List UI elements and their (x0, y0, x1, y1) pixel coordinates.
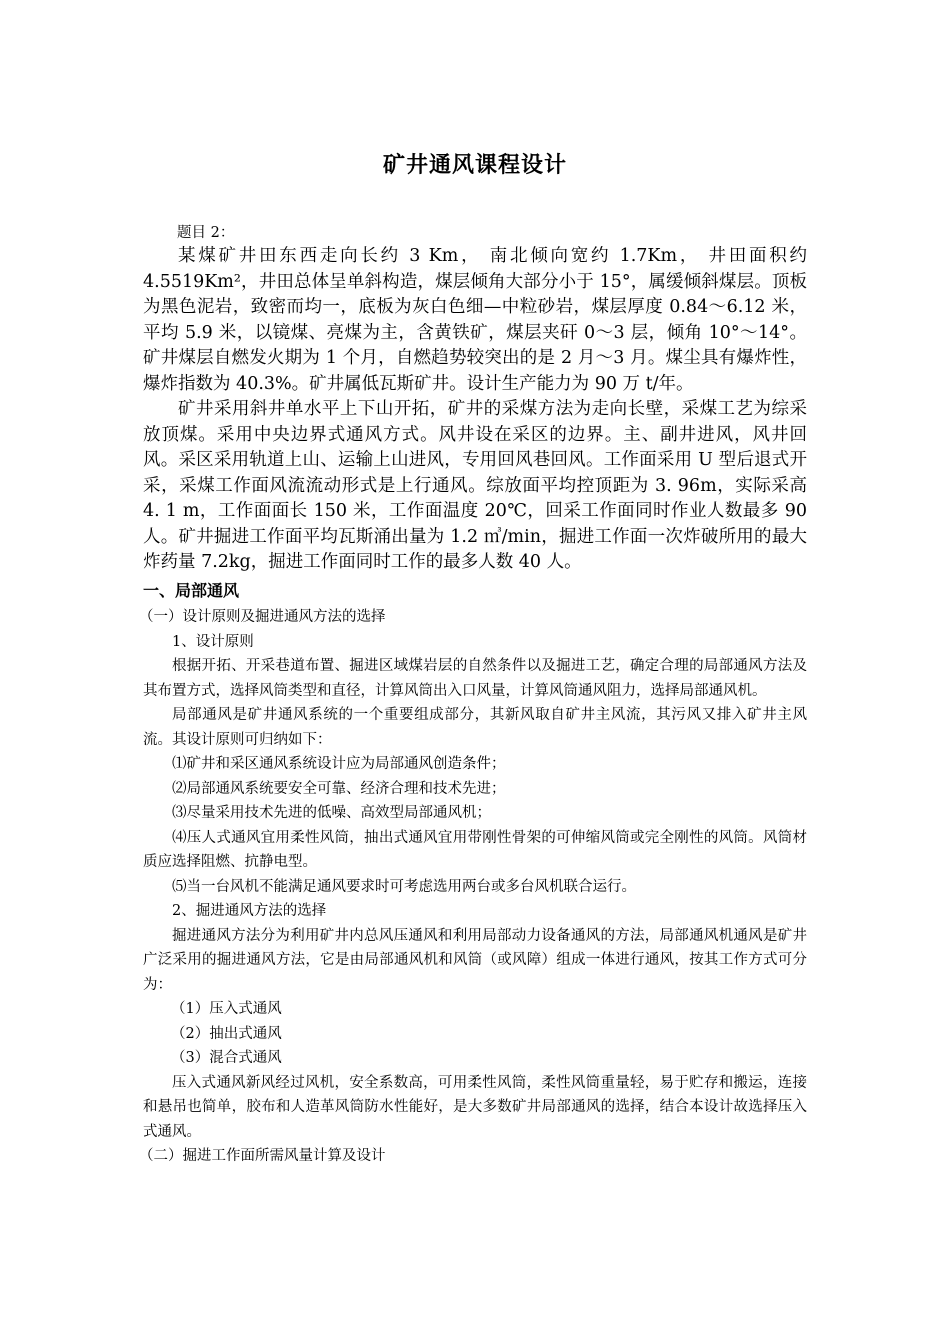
principle-item-1: ⑴矿井和采区通风系统设计应为局部通风创造条件； (172, 756, 506, 772)
paragraph-forced-ventilation: 压入式通风新风经过风机，安全系数高，可用柔性风筒，柔性风筒重量轻，易于贮存和搬运，连接和悬吊也简单，胶布和人造革风筒防水性能好，是大多数矿井局部通风的选择，结合本设计故选择压入式通风。 (143, 1074, 807, 1140)
principle-item-2: ⑵局部通风系统要安全可靠、经济合理和技术先进； (172, 780, 506, 797)
method-item-1: （1）压入式通风 (171, 1001, 282, 1017)
section-body (139, 605, 807, 1169)
paragraph-principles-intro: 局部通风是矿井通风系统的一个重要组成部分，其新风取自矿井主风流，其污风又排入矿井主风流。其设计原则可归纳如下： (143, 707, 807, 748)
principle-item-3: ⑶尽量采用技术先进的低噪、高效型局部通风机； (172, 805, 491, 821)
subsection-1-2: 2、掘进通风方法的选择 (172, 903, 327, 919)
topic-paragraph-2: 矿井采用斜井单水平上下山开拓，矿井的采煤方法为走向长壁，采煤工艺为综采放顶煤。采用中央边界式通风方式。风井设在采区的边界。主、副井进风，风井回风。采区采用轨道上山、运输上山进风，专用回风巷回风。工作面采用 U 型后退式开采，采煤工作面风流流动形式是上行通风。综放面平均控顶距为 3. 96m，实际采高 4. 1 m，工作面面长 150 米，工作面温度 20℃，回采工作面同时作业人数最多 90 人。矿井掘进工作面平均瓦斯涌出量为 1.2 ㎥/min，掘进工作面一次炸破所用的最大炸药量 7.2kg，掘进工作面同时工作的最多人数 40 人。 (143, 399, 807, 572)
document-title: 矿井通风课程设计 (382, 153, 567, 178)
method-item-3: （3）混合式通风 (171, 1050, 282, 1066)
subsection-1-1: 1、设计原则 (172, 633, 254, 650)
subsection-heading-2: （二）掘进工作面所需风量计算及设计 (139, 1148, 386, 1164)
section-heading-local-ventilation: 一、局部通风 (143, 580, 240, 600)
subsection-heading-1: （一）设计原则及掘进通风方法的选择 (139, 609, 386, 625)
topic-section (143, 222, 807, 603)
paragraph-design-basis: 根据开拓、开采巷道布置、掘进区域煤岩层的自然条件以及掘进工艺，确定合理的局部通风方法及其布置方式，选择风筒类型和直径，计算风筒出入口风量，计算风筒通风阻力，选择局部通风机。 (143, 658, 807, 699)
principle-item-4: ⑷压人式通风宜用柔性风筒，抽出式通风宜用带刚性骨架的可伸缩风筒或完全刚性的风筒。风筒材质应选择阻燃、抗静电型。 (143, 829, 807, 870)
topic-label: 题目 2： (177, 225, 235, 241)
paragraph-methods: 掘进通风方法分为利用矿井内总风压通风和利用局部动力设备通风的方法，局部通风机通风是矿井广泛采用的掘进通风方法，它是由局部通风机和风筒（或风障）组成一体进行通风，按其工作方式可分为： (143, 927, 807, 993)
principle-item-5: ⑸当一台风机不能满足通风要求时可考虑选用两台或多台风机联合运行。 (172, 878, 636, 895)
method-item-2: （2）抽出式通风 (171, 1025, 282, 1042)
topic-paragraph-1: 某煤矿井田东西走向长约 3 Km， 南北倾向宽约 1.7Km， 井田面积约 4.5519Km²，井田总体呈单斜构造，煤层倾角大部分小于 15°，属缓倾斜煤层。顶板为黑色泥岩，致密而均一，底板为灰白色细—中粒砂岩，煤层厚度 0.84～6.12 米，平均 5.9 米，以镜煤、亮煤为主，含黄铁矿，煤层夹矸 0～3 层，倾角 10°～14°。矿井煤层自燃发火期为 1 个月，自燃趋势较突出的是 2 月～3 月。煤尘具有爆炸性，爆炸指数为 40.3%。矿井属低瓦斯矿井。设计生产能力为 90 万 t/年。 (143, 246, 807, 394)
